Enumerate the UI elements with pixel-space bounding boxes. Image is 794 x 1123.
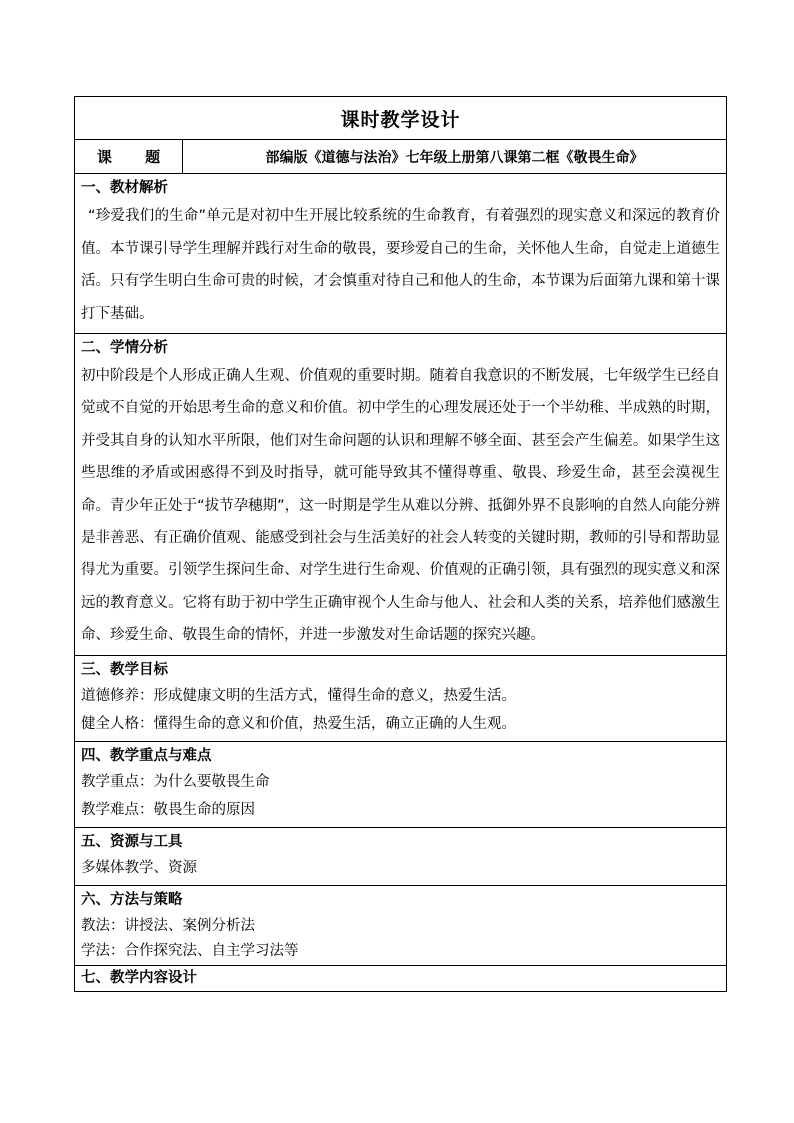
section-teaching-goals: [75, 656, 726, 742]
section-methods: [75, 886, 726, 966]
section-body: “珍爱我们的生命”单元是对初中生开展比较系统的生命教育，有着强烈的现实意义和深远的教育价值。本节课引导学生理解并践行对生命的敬畏，要珍爱自己的生命，关怀他人生命，自觉走上道德生活。只有学生明白生命可贵的时候，才会慎重对待自己和他人的生命，本节课为后面第九课和第十课打下基础。: [81, 208, 720, 322]
section-title: 一、教材解析: [81, 180, 168, 196]
subject-value: 部编版《道德与法治》七年级上册第八课第二框《敬畏生命》: [265, 149, 644, 166]
resources-line: 多媒体教学、资源: [81, 859, 197, 876]
section-learner-analysis: [75, 334, 726, 656]
section-content-design: [75, 966, 726, 991]
section-title: 五、资源与工具: [81, 833, 183, 850]
lesson-plan-table: [74, 96, 727, 992]
section-title: 七、教学内容设计: [81, 969, 197, 986]
subject-label: 课 题: [75, 140, 183, 173]
section-resources: [75, 828, 726, 886]
key-point-line: 教学重点：为什么要敬畏生命: [81, 773, 270, 790]
section-title: 六、方法与策略: [81, 891, 183, 908]
section-body: 初中阶段是个人形成正确人生观、价值观的重要时期。随着自我意识的不断发展，七年级学生已经自觉或不自觉的开始思考生命的意义和价值。初中学生的心理发展还处于一个半幼稚、半成熟的时期，并受其自身的认知水平所限，他们对生命问题的认识和理解不够全面、甚至会产生偏差。如果学生这些思维的矛盾或困惑得不到及时指导，就可能导致其不懂得尊重、敬畏、珍爱生命，甚至会漠视生命。青少年正处于“拔节孕穗期”，这一时期是学生从难以分辨、抵御外界不良影响的自然人向能分辨是非善恶、有正确价值观、能感受到社会与生活美好的社会人转变的关键时期，教师的引导和帮助显得尤为重要。引领学生探问生命、对学生进行生命观、价值观的正确引领，具有强烈的现实意义和深远的教育意义。它将有助于初中学生正确审视个人生命与他人、社会和人类的关系，培养他们感激生命、珍爱生命、敬畏生命的情怀，并进一步激发对生命话题的探究兴趣。: [81, 368, 720, 644]
section-title: 三、教学目标: [81, 661, 168, 678]
document-title: 课时教学设计: [75, 97, 726, 140]
subject-row: [75, 140, 726, 174]
section-title: 四、教学重点与难点: [81, 747, 212, 764]
goal-line: 道德修养：形成健康文明的生活方式，懂得生命的意义，热爱生活。: [81, 687, 516, 704]
section-textbook-analysis: [75, 174, 726, 334]
goal-line: 健全人格：懂得生命的意义和价值，热爱生活，确立正确的人生观。: [81, 715, 516, 732]
section-title: 二、学情分析: [81, 340, 168, 356]
section-key-points: [75, 742, 726, 828]
learning-method-line: 学法：合作探究法、自主学习法等: [81, 942, 299, 959]
teaching-method-line: 教法：讲授法、案例分析法: [81, 917, 255, 934]
difficulty-line: 教学难点：敬畏生命的原因: [81, 801, 255, 818]
